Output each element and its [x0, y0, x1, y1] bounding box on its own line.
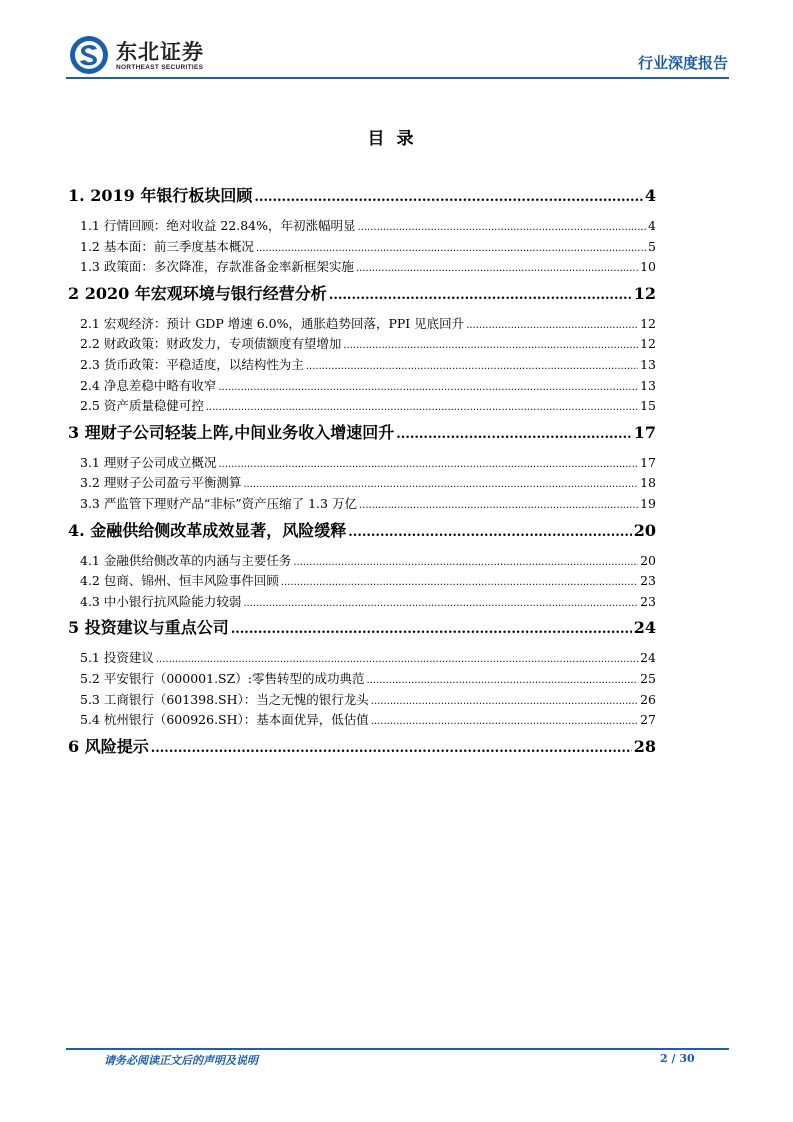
toc-entry-page: 17 [633, 422, 656, 442]
toc-entry-label: 5.3 工商银行（601398.SH）：当之无愧的银行龙头 [80, 691, 369, 707]
dot-leader [218, 453, 638, 475]
toc-entry-label: 4. 金融供给侧改革成效显著，风险缓释 [68, 520, 347, 540]
dot-leader [359, 494, 638, 516]
dot-leader [396, 421, 631, 447]
dot-leader [371, 710, 638, 732]
toc-entry-label: 1.2 基本面：前三季度基本概况 [80, 238, 254, 254]
header-divider [66, 77, 729, 79]
toc-title: 目录 [367, 129, 426, 149]
toc-section-entry[interactable] [68, 616, 656, 649]
dot-leader [356, 257, 638, 279]
toc-entry-label: 4.2 包商、锦州、恒丰风险事件回顾 [80, 573, 279, 589]
toc-section-entry[interactable] [68, 735, 656, 768]
dot-leader [367, 669, 639, 691]
dot-leader [218, 376, 638, 398]
footer-divider [66, 1048, 729, 1050]
toc-entry-label: 5.2 平安银行（000001.SZ）:零售转型的成功典范 [80, 670, 365, 686]
toc-subsection-entry[interactable] [68, 571, 656, 592]
dot-leader [343, 334, 638, 356]
toc-entry-page: 18 [640, 475, 656, 491]
toc-entry-label: 3 理财子公司轻装上阵,中间业务收入增速回升 [68, 422, 395, 442]
page-header [68, 34, 728, 74]
toc-entry-label: 4.3 中小银行抗风险能力较弱 [80, 593, 242, 609]
toc-entry-page: 17 [640, 454, 656, 470]
dot-leader [231, 616, 632, 642]
dot-leader [156, 648, 638, 670]
toc-entry-page: 20 [640, 552, 656, 568]
toc-entry-page: 5 [648, 238, 656, 254]
toc-subsection-entry[interactable] [68, 592, 656, 613]
toc-entry-page: 12 [640, 315, 656, 331]
dot-leader [243, 473, 638, 495]
toc-section-entry[interactable] [68, 421, 656, 454]
toc-entry-label: 4.1 金融供给侧改革的内涵与主要任务 [80, 552, 292, 568]
dot-leader [293, 551, 638, 573]
dot-leader [256, 237, 646, 259]
toc-subsection-entry[interactable] [68, 376, 656, 397]
toc-entry-label: 3.1 理财子公司成立概况 [80, 454, 217, 470]
dot-leader [254, 184, 642, 210]
toc-subsection-entry[interactable] [68, 473, 656, 494]
toc-entry-page: 12 [640, 336, 656, 352]
toc-subsection-entry[interactable] [68, 237, 656, 258]
toc-subsection-entry[interactable] [68, 710, 656, 731]
toc-entry-page: 15 [640, 398, 656, 414]
toc-entry-label: 3.2 理财子公司盈亏平衡测算 [80, 475, 242, 491]
toc-entry-label: 2.1 宏观经济：预计 GDP 增速 6.0%，通胀趋势回落，PPI 见底回升 [80, 315, 465, 331]
footer-disclaimer: 请务必阅读正文后的声明及说明 [104, 1054, 258, 1067]
toc-entry-label: 2 2020 年宏观环境与银行经营分析 [68, 283, 327, 303]
toc-entry-page: 23 [640, 593, 656, 609]
toc-entry-page: 25 [640, 670, 656, 686]
dot-leader [151, 735, 632, 761]
toc-subsection-entry[interactable] [68, 314, 656, 335]
toc-entry-page: 28 [633, 736, 656, 756]
toc-entry-page: 23 [640, 573, 656, 589]
toc-entry-label: 5 投资建议与重点公司 [68, 618, 229, 638]
logo-english-name: NORTHEAST SECURITIES [116, 63, 204, 71]
toc-subsection-entry[interactable] [68, 396, 656, 417]
toc-entry-label: 1.3 政策面：多次降准，存款准备金率新框架实施 [80, 259, 354, 275]
page-number: 2 / 30 [660, 1052, 695, 1065]
logo-chinese-name: 东北证券 [116, 39, 204, 64]
toc-entry-page: 27 [640, 712, 656, 728]
report-type-label: 行业深度报告 [637, 54, 728, 72]
toc-entry-label: 2.4 净息差稳中略有收窄 [80, 377, 217, 393]
toc-subsection-entry[interactable] [68, 494, 656, 515]
toc-entry-label: 6 风险提示 [68, 736, 149, 756]
toc-entry-label: 1. 2019 年银行板块回顾 [68, 186, 253, 205]
toc-subsection-entry[interactable] [68, 453, 656, 474]
toc-section-entry[interactable] [68, 184, 656, 217]
toc-entry-page: 4 [648, 218, 656, 233]
toc-entry-page: 10 [640, 259, 656, 275]
toc-entry-page: 19 [640, 495, 656, 511]
toc-entry-label: 5.4 杭州银行（600926.SH）：基本面优异，低估值 [80, 712, 369, 728]
toc-entry-page: 26 [640, 691, 656, 707]
toc-entry-label: 3.3 严监管下理财产品“非标”资产压缩了 1.3 万亿 [80, 495, 357, 511]
toc-subsection-entry[interactable] [68, 334, 656, 355]
toc-entry-page: 24 [633, 618, 656, 638]
dot-leader [243, 592, 638, 614]
dot-leader [348, 519, 631, 545]
toc-subsection-entry[interactable] [68, 551, 656, 572]
dot-leader [466, 314, 638, 336]
toc-subsection-entry[interactable] [68, 355, 656, 376]
toc-subsection-entry[interactable] [68, 690, 656, 711]
toc-section-entry[interactable] [68, 519, 656, 552]
dot-leader [281, 571, 638, 593]
toc-subsection-entry[interactable] [68, 648, 656, 669]
table-of-contents [68, 184, 656, 768]
company-logo [68, 34, 204, 76]
toc-entry-page: 13 [640, 356, 656, 372]
dot-leader [329, 282, 632, 308]
toc-entry-page: 13 [640, 377, 656, 393]
toc-entry-page: 4 [644, 186, 656, 205]
dot-leader [371, 690, 638, 712]
dot-leader [306, 355, 638, 377]
toc-entry-label: 5.1 投资建议 [80, 650, 154, 666]
toc-entry-label: 2.2 财政政策：财政发力，专项债额度有望增加 [80, 336, 342, 352]
toc-entry-page: 24 [640, 650, 656, 666]
toc-subsection-entry[interactable] [68, 257, 656, 278]
northeast-securities-logo-icon [68, 34, 110, 76]
toc-entry-label: 1.1 行情回顾：绝对收益 22.84%，年初涨幅明显 [80, 218, 356, 233]
toc-entry-page: 12 [633, 283, 656, 303]
toc-entry-page: 20 [633, 520, 656, 540]
toc-subsection-entry[interactable] [68, 216, 656, 237]
dot-leader [206, 396, 638, 418]
toc-entry-label: 2.3 货币政策：平稳适度，以结构性为主 [80, 356, 304, 372]
toc-entry-label: 2.5 资产质量稳健可控 [80, 398, 204, 414]
dot-leader [358, 216, 647, 238]
toc-section-entry[interactable] [68, 282, 656, 315]
toc-subsection-entry[interactable] [68, 669, 656, 690]
